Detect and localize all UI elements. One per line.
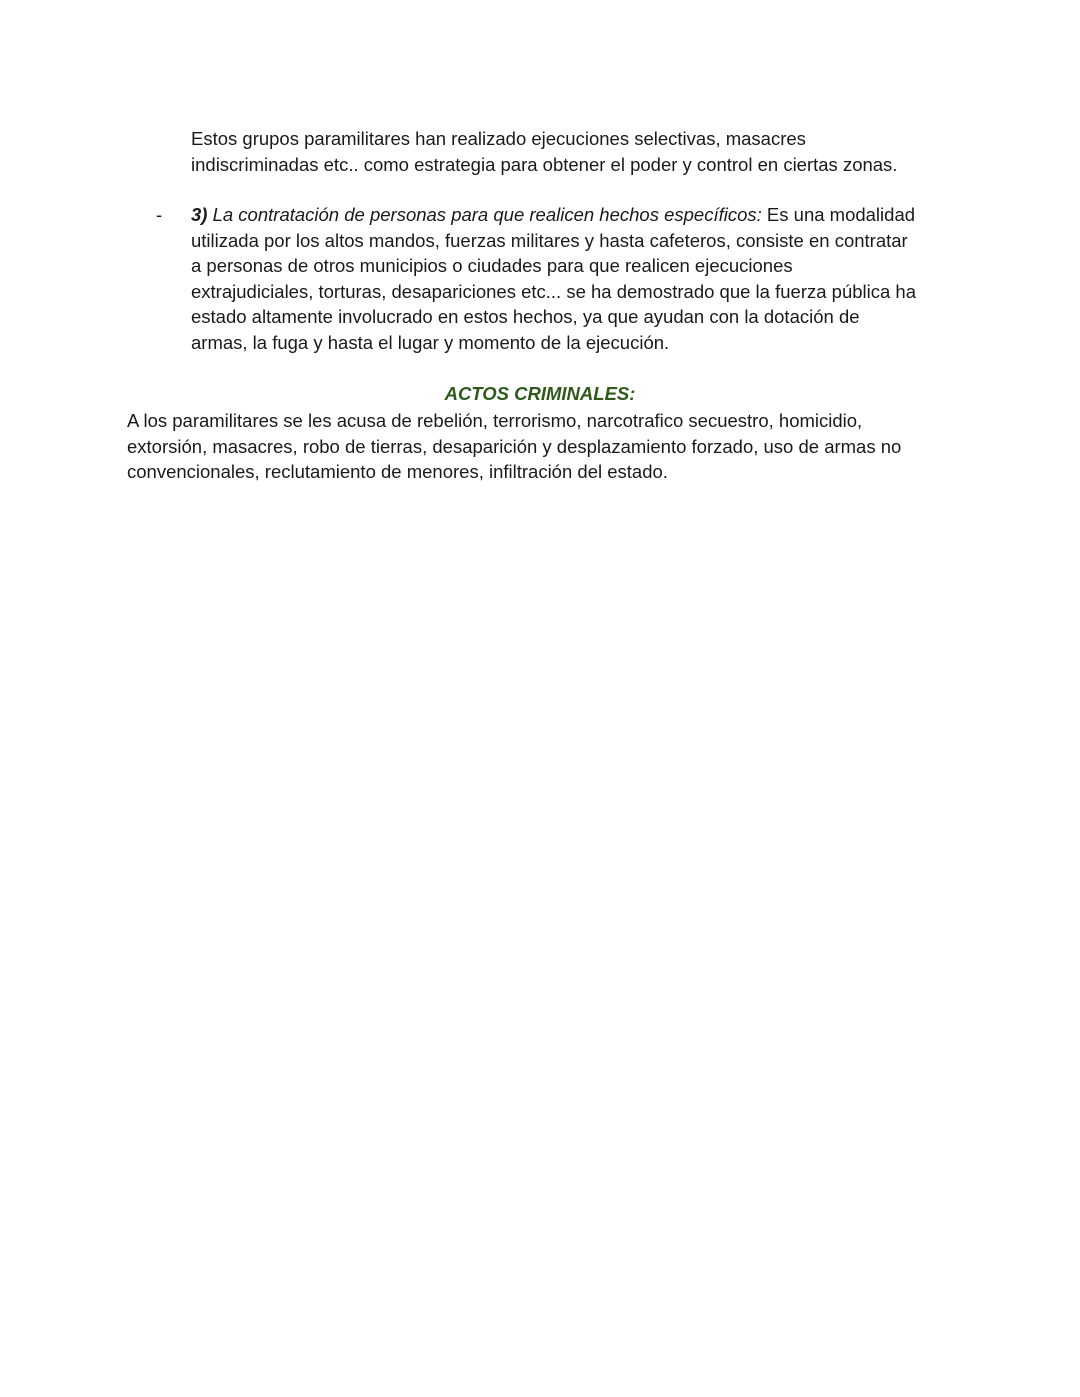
bullet-line: armas, la fuga y hasta el lugar y momento de la ejecución.	[191, 331, 670, 353]
bullet-line: estado altamente involucrado en estos hechos, ya que ayudan con la dotación de	[191, 306, 860, 327]
section-body	[127, 408, 967, 485]
bullet-first-line	[191, 202, 981, 228]
bullet-line: extrajudiciales, torturas, desapariciones etc... se ha demostrado que la fuerza pública ha	[191, 280, 916, 302]
bullet-dash: -	[156, 204, 163, 225]
bullet-heading: La contratación de personas para que realicen hechos específicos:	[212, 204, 762, 225]
bullet-body	[191, 202, 981, 355]
bullet-number: 3)	[191, 204, 208, 225]
bullet-line: a personas de otros municipios o ciudades para que realicen ejecuciones	[191, 255, 793, 276]
bullet-first-line-rest: Es una modalidad	[766, 204, 916, 225]
section-line: convencionales, reclutamiento de menores, infiltración del estado.	[127, 461, 668, 482]
section-line: A los paramilitares se les acusa de rebelión, terrorismo, narcotrafico secuestro, homicidio,	[127, 410, 863, 431]
section-heading: ACTOS CRIMINALES:	[444, 383, 636, 404]
continued-paragraph	[191, 126, 971, 177]
paragraph-line: indiscriminadas etc.. como estrategia para obtener el poder y control en ciertas zonas.	[191, 153, 898, 175]
section-line: extorsión, masacres, robo de tierras, desaparición y desplazamiento forzado, uso de armas no	[127, 435, 902, 457]
bullet-line: utilizada por los altos mandos, fuerzas militares y hasta cafeteros, consiste en contratar	[191, 229, 908, 251]
paragraph-line: Estos grupos paramilitares han realizado ejecuciones selectivas, masacres	[191, 128, 806, 149]
